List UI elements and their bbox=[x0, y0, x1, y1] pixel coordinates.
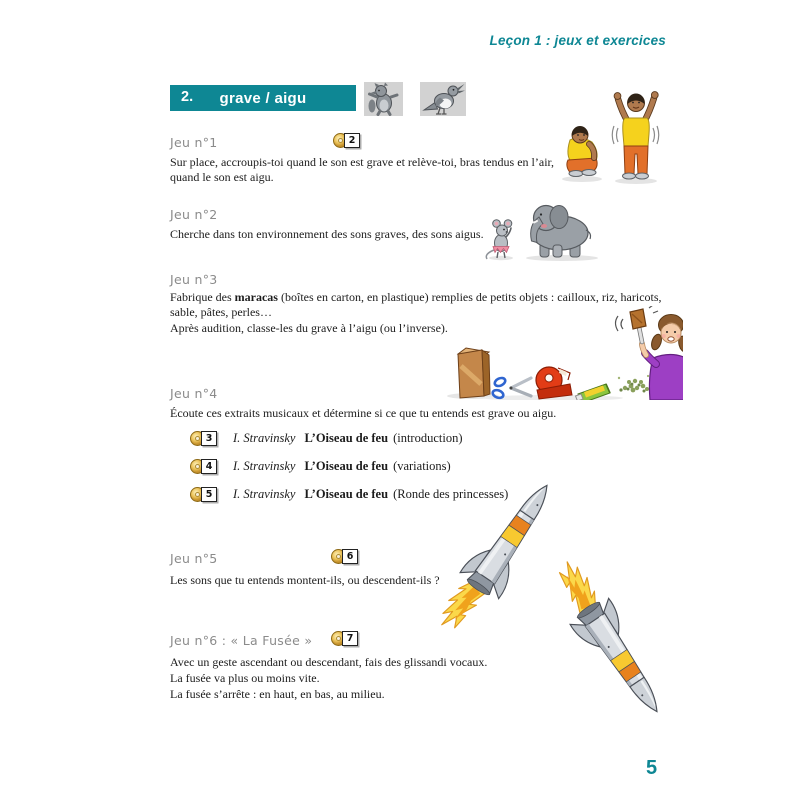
jeu3-text-line1 bbox=[170, 290, 662, 305]
jeu4-title: Jeu n°4 bbox=[170, 386, 218, 401]
jeu1-cd-track bbox=[333, 133, 360, 148]
section-title: grave / aigu bbox=[219, 89, 307, 107]
jeu5-title: Jeu n°5 bbox=[170, 551, 218, 566]
cd-track-number: 7 bbox=[342, 631, 358, 646]
jeu5-cd-track bbox=[331, 549, 358, 564]
jeu2-title: Jeu n°2 bbox=[170, 207, 218, 222]
track-part: (Ronde des princesses) bbox=[393, 486, 509, 501]
mouse-and-elephant-icon bbox=[482, 200, 607, 262]
track-row bbox=[190, 458, 451, 474]
boys-crouch-and-stretch-icon bbox=[552, 82, 667, 187]
jeu1-text-line2: quand le son est aigu. bbox=[170, 170, 274, 184]
cd-track-number: 6 bbox=[342, 549, 358, 564]
track-work: L’Oiseau de feu bbox=[304, 430, 389, 445]
jeu1-text-line1: Sur place, accroupis-toi quand le son est grave et relève-toi, bras tendus en l’air, bbox=[170, 155, 555, 169]
track5-cd bbox=[190, 487, 217, 502]
track-composer: I. Stravinsky bbox=[233, 430, 296, 445]
jeu6-text-line3: La fusée s’arrête : en haut, en bas, au milieu. bbox=[170, 687, 385, 701]
track-part: (variations) bbox=[393, 458, 451, 473]
cd-track-number: 5 bbox=[201, 487, 217, 502]
jeu4-intro: Écoute ces extraits musicaux et détermine si ce que tu entends est grave ou aigu. bbox=[170, 406, 557, 420]
jeu3-text-line3: Après audition, classe-les du grave à l’aigu (ou l’inverse). bbox=[170, 321, 448, 335]
girl-maraca-craft-icon bbox=[443, 306, 683, 400]
jeu3-text-line2: sable, pâtes, perles… bbox=[170, 305, 272, 319]
bird-icon bbox=[420, 82, 466, 116]
track-composer: I. Stravinsky bbox=[233, 486, 296, 501]
raccoon-image bbox=[364, 82, 403, 116]
section-banner bbox=[170, 85, 356, 111]
jeu3-title: Jeu n°3 bbox=[170, 272, 218, 287]
track-part: (introduction) bbox=[393, 430, 463, 445]
page-number: 5 bbox=[646, 757, 658, 779]
kids-illustration bbox=[552, 82, 667, 187]
jeu6-cd-track bbox=[331, 631, 358, 646]
jeu3-line1-suffix: (boîtes en carton, en plastique) remplies de petits objets : cailloux, riz, haricots, bbox=[277, 290, 662, 304]
track-work: L’Oiseau de feu bbox=[304, 486, 389, 501]
jeu3-line1-bold: maracas bbox=[234, 290, 278, 304]
rocket-descending-illustration bbox=[532, 547, 684, 731]
jeu2-text-line1: Cherche dans ton environnement des sons graves, des sons aigus. bbox=[170, 227, 484, 241]
maracas-scene-illustration bbox=[443, 306, 683, 400]
cd-track-number: 3 bbox=[201, 431, 217, 446]
raccoon-icon bbox=[364, 82, 403, 116]
mouse-elephant-illustration bbox=[482, 200, 607, 262]
jeu5-text-line1: Les sons que tu entends montent-ils, ou descendent-ils ? bbox=[170, 573, 440, 587]
track-row bbox=[190, 486, 508, 502]
track4-cd bbox=[190, 459, 217, 474]
track3-cd bbox=[190, 431, 217, 446]
cd-track-number: 2 bbox=[344, 133, 360, 148]
cd-track-number: 4 bbox=[201, 459, 217, 474]
bird-image bbox=[420, 82, 466, 116]
jeu6-text-line1: Avec un geste ascendant ou descendant, fais des glissandi vocaux. bbox=[170, 655, 488, 669]
track-row bbox=[190, 430, 463, 446]
jeu3-line1-prefix: Fabrique des bbox=[170, 290, 235, 304]
track-work: L’Oiseau de feu bbox=[304, 458, 389, 473]
jeu6-title: Jeu n°6 : « La Fusée » bbox=[170, 633, 313, 648]
jeu6-text-line2: La fusée va plus ou moins vite. bbox=[170, 671, 320, 685]
track-composer: I. Stravinsky bbox=[233, 458, 296, 473]
jeu1-title: Jeu n°1 bbox=[170, 135, 218, 150]
lesson-header: Leçon 1 : jeux et exercices bbox=[489, 33, 666, 48]
section-number: 2. bbox=[181, 89, 194, 105]
rocket-down-icon bbox=[532, 547, 684, 731]
